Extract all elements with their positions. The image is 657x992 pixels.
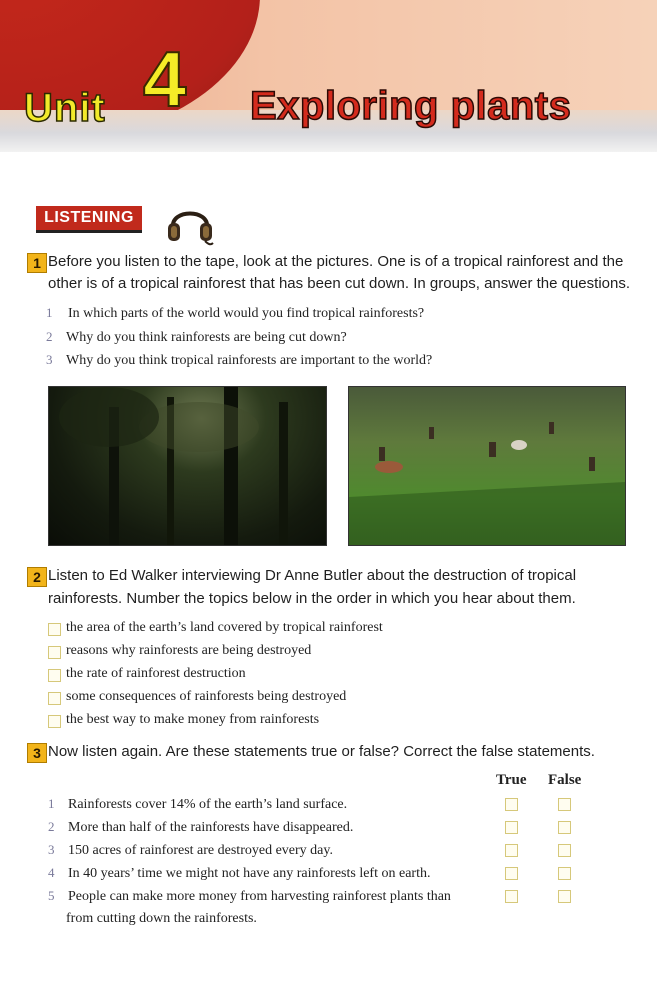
- question-number: 2: [46, 329, 53, 344]
- rainforest-trees: [49, 387, 326, 545]
- task2-instruction-line1: Listen to Ed Walker interviewing Dr Anne Butler about the destruction of tropical: [48, 567, 577, 584]
- statement-text: More than half of the rainforests have disappeared.: [68, 820, 354, 835]
- order-number-box[interactable]: [48, 715, 61, 728]
- true-checkbox[interactable]: [505, 821, 518, 834]
- task2-instruction-line2: rainforests. Number the topics below in the order in which you hear about them.: [48, 590, 576, 607]
- task-number-badge: 3: [27, 743, 47, 763]
- column-header-true: True: [496, 772, 527, 788]
- deforested-photo: [348, 386, 626, 546]
- order-number-box[interactable]: [48, 669, 61, 682]
- unit-number: 4: [143, 35, 187, 123]
- false-checkbox[interactable]: [558, 821, 571, 834]
- question-text: In which parts of the world would you find tropical rainforests?: [68, 306, 425, 321]
- statement-number: 5: [48, 888, 55, 903]
- rainforest-photo: [48, 386, 327, 546]
- task1-instruction-line2: other is of a tropical rainforest that has been cut down. In groups, answer the questions.: [48, 275, 631, 292]
- question-number: 3: [46, 352, 53, 367]
- question-item: [46, 329, 347, 346]
- question-number: 1: [46, 305, 53, 320]
- order-number-box[interactable]: [48, 646, 61, 659]
- topic-text: the best way to make money from rainforests: [66, 712, 320, 727]
- false-checkbox[interactable]: [558, 867, 571, 880]
- statement-number: 2: [48, 819, 55, 834]
- false-checkbox[interactable]: [558, 844, 571, 857]
- order-number-box[interactable]: [48, 623, 61, 636]
- statement-text: Rainforests cover 14% of the earth’s land surface.: [68, 797, 348, 812]
- topic-text: the rate of rainforest destruction: [66, 666, 246, 681]
- unit-label: Unit: [24, 86, 106, 130]
- question-item: [46, 352, 432, 369]
- statement-row: [48, 865, 430, 882]
- statement-row: [48, 796, 347, 813]
- unit-title: Exploring plants: [250, 84, 572, 128]
- statement-row: [48, 888, 451, 905]
- true-checkbox[interactable]: [505, 890, 518, 903]
- question-text: Why do you think rainforests are being cut down?: [66, 330, 347, 345]
- section-label-listening: LISTENING: [36, 206, 142, 233]
- task-number-badge: 1: [27, 253, 47, 273]
- true-checkbox[interactable]: [505, 844, 518, 857]
- true-checkbox[interactable]: [505, 867, 518, 880]
- statement-text: 150 acres of rainforest are destroyed every day.: [68, 843, 333, 858]
- statement-text: People can make more money from harvesting rainforest plants than: [68, 889, 451, 904]
- statement-number: 3: [48, 842, 55, 857]
- topic-text: the area of the earth’s land covered by tropical rainforest: [66, 620, 383, 635]
- topic-text: reasons why rainforests are being destroyed: [66, 643, 312, 658]
- statement-row: [48, 819, 353, 836]
- statement-row: [48, 842, 333, 859]
- question-item: [46, 305, 424, 322]
- order-number-box[interactable]: [48, 692, 61, 705]
- task-number-badge: 2: [27, 567, 47, 587]
- false-checkbox[interactable]: [558, 798, 571, 811]
- headphones-icon: [165, 199, 215, 247]
- false-checkbox[interactable]: [558, 890, 571, 903]
- task1-instruction-line1: Before you listen to the tape, look at the pictures. One is of a tropical rainforest and the: [48, 253, 624, 270]
- column-header-false: False: [548, 772, 582, 788]
- true-checkbox[interactable]: [505, 798, 518, 811]
- question-text: Why do you think tropical rainforests are important to the world?: [66, 353, 433, 368]
- statement-number: 4: [48, 865, 55, 880]
- statement-number: 1: [48, 796, 55, 811]
- statement-text: In 40 years’ time we might not have any rainforests left on earth.: [68, 866, 431, 881]
- task3-instruction: Now listen again. Are these statements true or false? Correct the false statements.: [48, 743, 595, 760]
- deforested-stumps: [349, 387, 625, 545]
- topic-text: some consequences of rainforests being destroyed: [66, 689, 347, 704]
- statement-text-continued: from cutting down the rainforests.: [66, 911, 257, 926]
